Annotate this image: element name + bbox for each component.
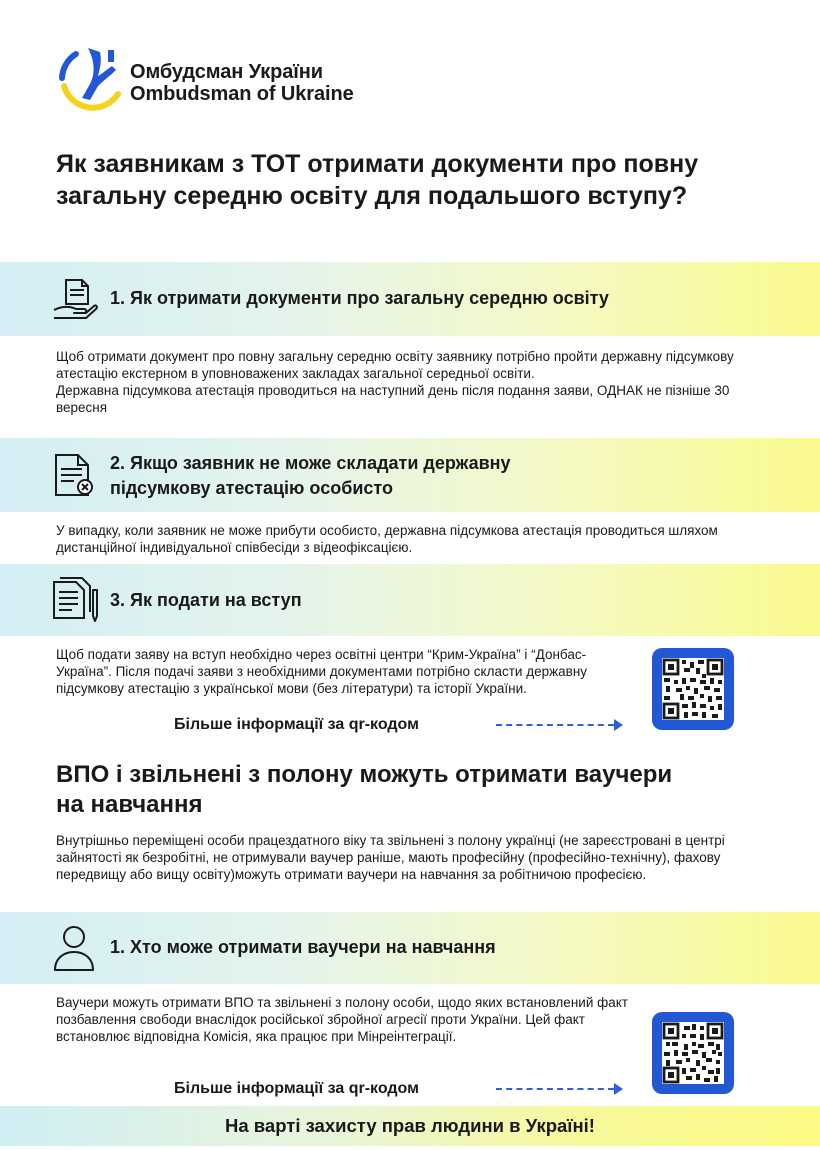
section-3-paragraph: Щоб подати заяву на вступ необхідно через освітні центри “Крим-Україна” і “Донбас-Україна”. Після подачі заяви з необхідними документами потрібно скласти державну підсумкову атестацію з української мови (без літератури) та історії України.	[56, 647, 588, 696]
arrow-right-icon	[496, 718, 626, 732]
vouchers-title: ВПО і звільнені з полону можуть отримати ваучери на навчання	[56, 761, 673, 818]
section-4-body	[56, 994, 636, 1045]
hand-document-icon	[52, 276, 98, 322]
section-4-paragraph: Ваучери можуть отримати ВПО та звільнені з полону особи, щодо яких встановлений факт позбавлення свободи внаслідок російської збройної агресії проти України. Цей факт встановлює відповідна Комісія, яка працює при Мінреінтеграції.	[56, 995, 628, 1044]
qr-code-2[interactable]	[652, 1012, 734, 1094]
document-cancel-icon	[52, 451, 96, 499]
footer	[0, 1106, 820, 1146]
vouchers-paragraph: Внутрішньо переміщені особи працездатного віку та звільнені з полону українці (не зареєстровані в центрі зайнятості як безробітні, не отримували ваучер раніше, мають професійну (професійно-технічну), фахову передвищу або вищу освіту)можуть отримати ваучери на навчання за робітничою професією.	[56, 833, 725, 882]
section-3-header	[0, 564, 820, 636]
section-1-header	[0, 262, 820, 336]
documents-pen-icon	[52, 576, 100, 624]
section-1-paragraph: Щоб отримати документ про повну загальну середню освіту заявнику потрібно пройти державну підсумкову атестацію екстерном в уповноважених закладах загальної середньої освіти.	[56, 349, 734, 381]
section-1-body	[56, 348, 736, 416]
more-info-link-1[interactable]: Більше інформації за qr-кодом	[174, 716, 419, 733]
more-info-link-2[interactable]: Більше інформації за qr-кодом	[174, 1080, 419, 1097]
section-2-title: 2. Якщо заявник не може складати державну підсумкову атестацію особисто	[110, 453, 511, 498]
ombudsman-logo-icon	[52, 40, 130, 118]
qr-code-icon	[662, 658, 724, 720]
qr-code-icon	[662, 1022, 724, 1084]
section-1-paragraph-deadline: Державна підсумкова атестація проводиться на наступний день після подання заяви, ОДНАК не пізніше 30 вересня	[56, 383, 730, 415]
qr-code-1[interactable]	[652, 648, 734, 730]
section-2-paragraph: У випадку, коли заявник не може прибути особисто, державна підсумкова атестація проводиться шляхом дистанційної індивідуальної співбесіди з відеофіксацією.	[56, 523, 718, 555]
section-2-body	[56, 522, 736, 556]
section-3-body	[56, 646, 636, 697]
page-title: Як заявникам з ТОТ отримати документи про повну загальну середню освіту для подальшого вступу?	[56, 150, 699, 210]
section-4-title: 1. Хто може отримати ваучери на навчання	[110, 937, 496, 957]
arrow-right-icon	[496, 1082, 626, 1096]
section-3-title: 3. Як подати на вступ	[110, 590, 302, 610]
section-1-title: 1. Як отримати документи про загальну середню освіту	[110, 288, 609, 308]
logo	[52, 40, 392, 120]
vouchers-body	[56, 832, 746, 883]
section-2-header	[0, 438, 820, 512]
section-4-header	[0, 912, 820, 984]
person-icon	[52, 924, 96, 972]
footer-slogan: На варті захисту прав людини в Україні!	[225, 1115, 595, 1136]
logo-name-uk: Омбудсман України	[130, 61, 323, 83]
logo-name-en: Ombudsman of Ukraine	[130, 83, 354, 105]
